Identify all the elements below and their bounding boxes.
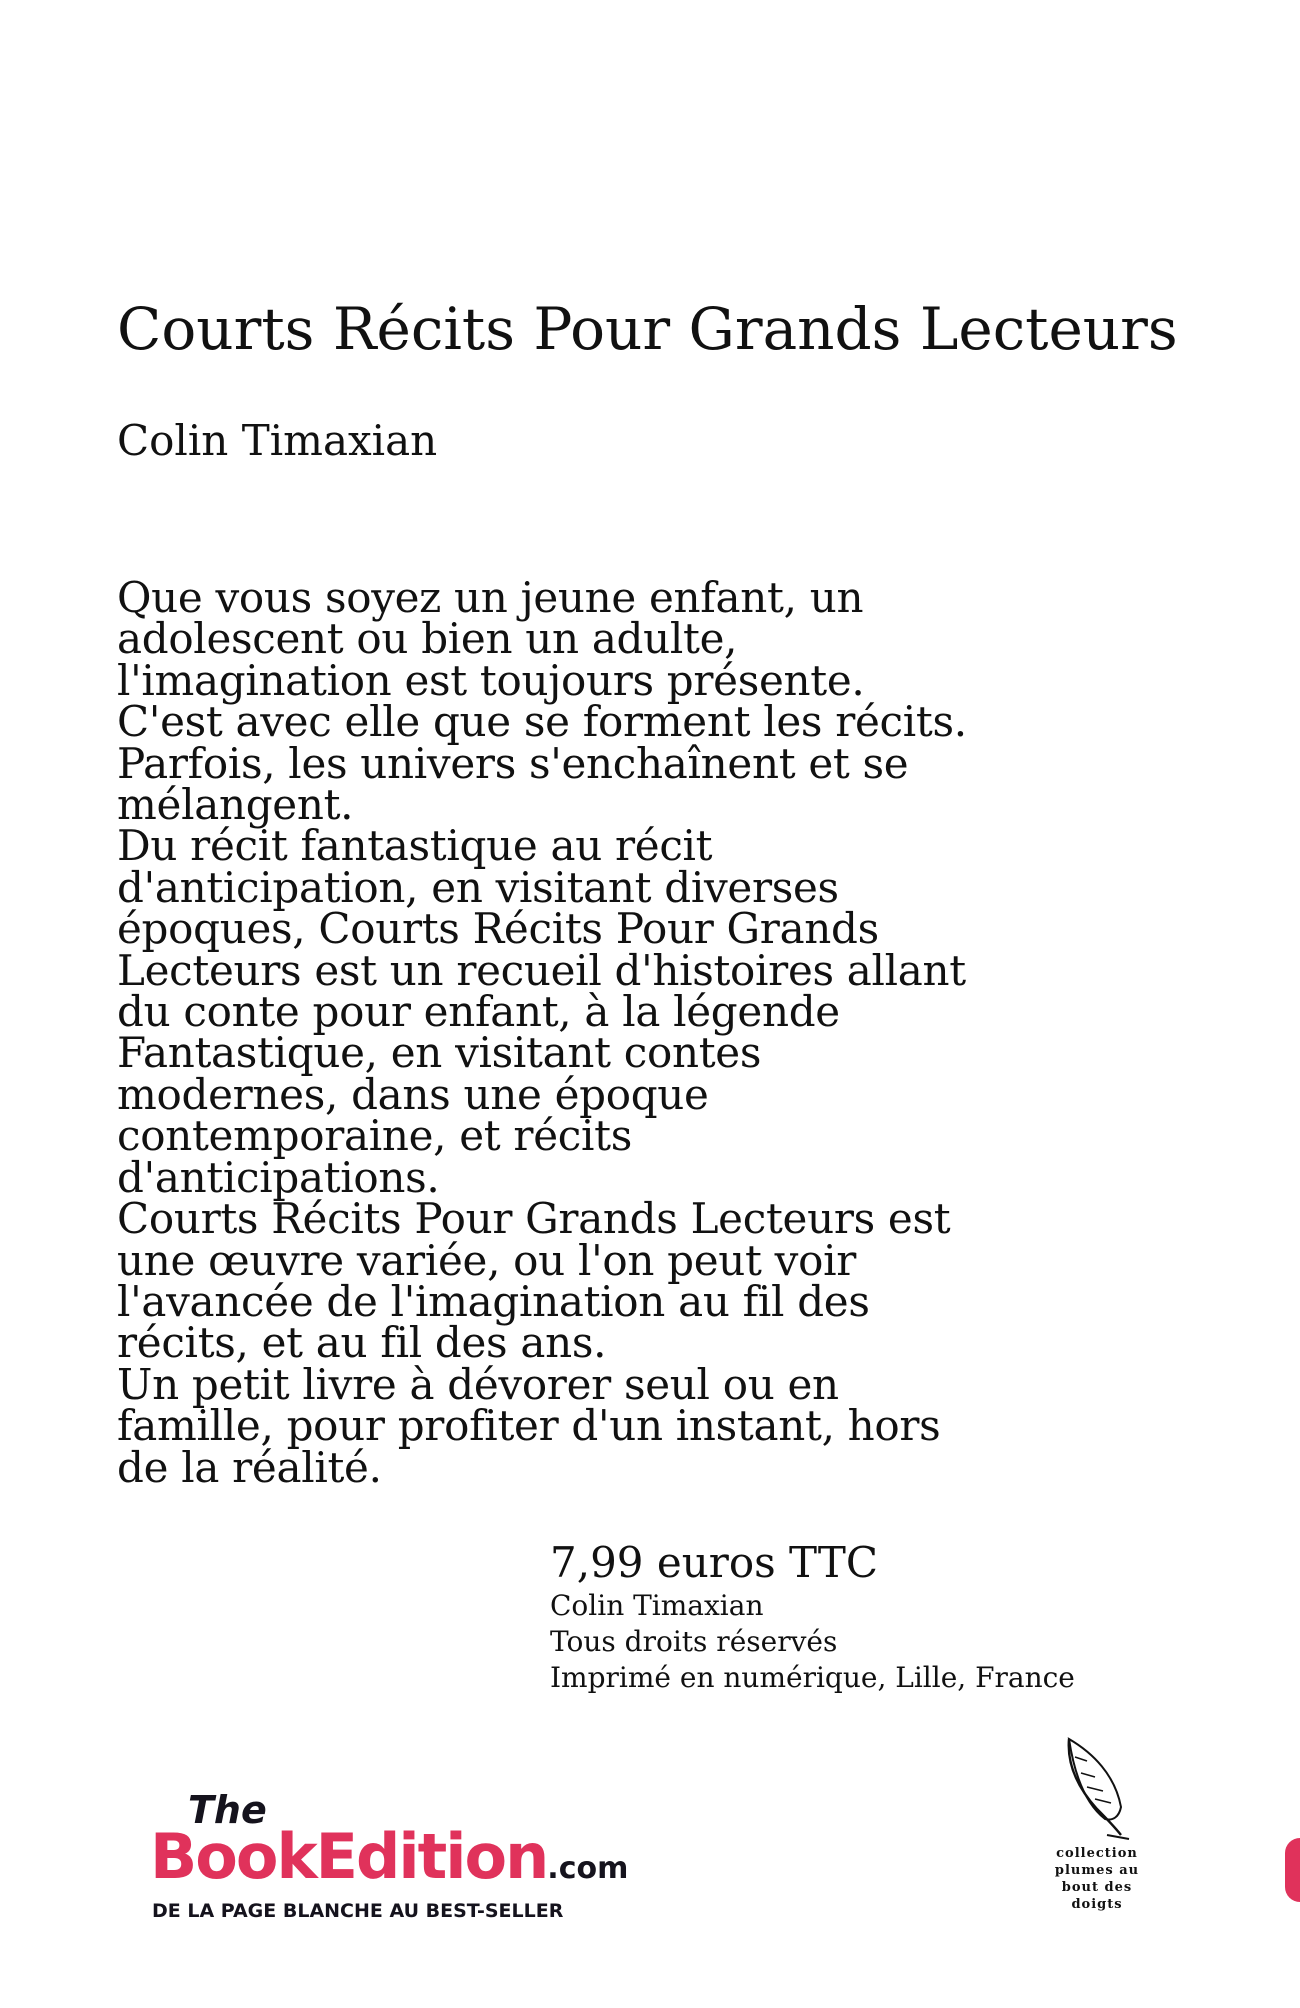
- feather-icon: [1057, 1735, 1137, 1845]
- blurb-line: mélangent.: [117, 780, 354, 830]
- collection-logo: [1052, 1735, 1142, 1913]
- edge-mark: [1285, 1838, 1300, 1902]
- blurb-line: époques, Courts Récits Pour Grands: [117, 904, 879, 954]
- blurb-line: Du récit fantastique au récit: [117, 821, 713, 871]
- logo-brand: BookEdition: [150, 1820, 548, 1893]
- blurb-line: C'est avec elle que se forment les récits.: [117, 697, 967, 747]
- blurb-line: Lecteurs est un recueil d'histoires allant: [117, 945, 966, 995]
- logo-dotcom: .com: [547, 1851, 629, 1886]
- blurb-line: d'anticipations.: [117, 1152, 440, 1202]
- collection-line: collection: [1056, 1846, 1138, 1861]
- blurb-line: Fantastique, en visitant contes: [117, 1028, 762, 1078]
- blurb-line: de la réalité.: [117, 1442, 382, 1492]
- blurb-line: Courts Récits Pour Grands Lecteurs est: [117, 1194, 951, 1244]
- blurb-line: d'anticipation, en visitant diverses: [117, 862, 839, 912]
- colophon: [550, 1538, 1075, 1696]
- back-cover-blurb: [117, 573, 1117, 1492]
- blurb-line: famille, pour profiter d'un instant, hors: [117, 1401, 941, 1451]
- colophon-author: Colin Timaxian: [550, 1589, 764, 1622]
- blurb-line: une œuvre variée, ou l'on peut voir: [117, 1235, 856, 1285]
- price: 7,99 euros TTC: [550, 1538, 878, 1587]
- book-title: Courts Récits Pour Grands Lecteurs: [117, 295, 1178, 363]
- blurb-line: modernes, dans une époque: [117, 1069, 709, 1119]
- book-author: Colin Timaxian: [117, 416, 438, 465]
- logo-wordmark: [150, 1820, 628, 1893]
- print-notice: Imprimé en numérique, Lille, France: [550, 1661, 1075, 1694]
- collection-line: doigts: [1071, 1897, 1123, 1912]
- collection-line: bout des: [1061, 1880, 1133, 1895]
- rights-notice: Tous droits réservés: [550, 1625, 838, 1658]
- collection-line: plumes au: [1054, 1863, 1140, 1878]
- blurb-line: Un petit livre à dévorer seul ou en: [117, 1359, 839, 1409]
- blurb-line: Que vous soyez un jeune enfant, un: [117, 573, 864, 622]
- blurb-line: Parfois, les univers s'enchaînent et se: [117, 738, 909, 788]
- blurb-line: contemporaine, et récits: [117, 1111, 632, 1161]
- blurb-line: l'avancée de l'imagination au fil des: [117, 1276, 870, 1326]
- blurb-line: adolescent ou bien un adulte,: [117, 614, 738, 664]
- blurb-line: l'imagination est toujours présente.: [117, 655, 865, 705]
- blurb-line: du conte pour enfant, à la légende: [117, 987, 840, 1037]
- logo-tagline: DE LA PAGE BLANCHE AU BEST-SELLER: [152, 1900, 564, 1922]
- logo-the: The: [188, 1788, 267, 1832]
- blurb-line: récits, et au fil des ans.: [117, 1318, 607, 1368]
